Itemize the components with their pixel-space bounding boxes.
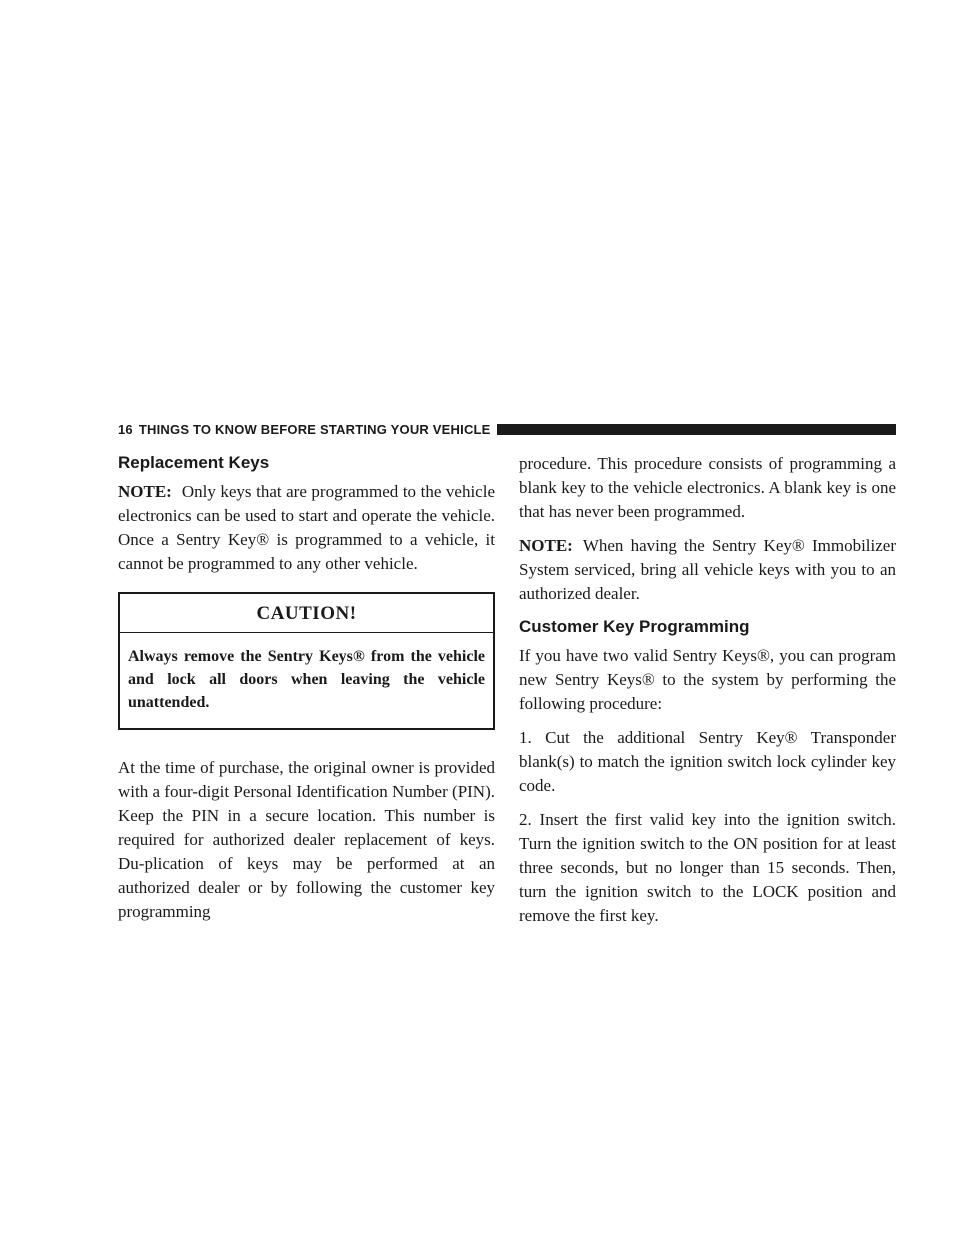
caution-title: CAUTION! [120,594,493,633]
right-column [519,452,896,938]
note-label: NOTE: [118,482,172,501]
caution-text: Always remove the Sentry Keys® from the vehicle and lock all doors when leaving the vehicle unattended. [128,648,485,711]
note-paragraph-2 [519,534,896,606]
page-number: 16 [118,421,133,437]
replacement-keys-heading: Replacement Keys [118,453,270,472]
pin-paragraph: At the time of purchase, the original owner is provided with a four-digit Personal Identification Number (PIN). Keep the PIN in a secure location. This number is required for authorized dealer replacement of keys. Du-plication of keys may be performed at an authorized dealer or by following the customer key programming [118,758,495,921]
step-1: 1. Cut the additional Sentry Key® Transponder blank(s) to match the ignition switch lock cylinder key code. [519,728,896,795]
left-column [118,452,495,934]
continuation-paragraph: procedure. This procedure consists of programming a blank key to the vehicle electronics. A blank key is one that has never been programmed. [519,454,896,521]
customer-key-programming-heading: Customer Key Programming [519,617,750,636]
note-text-2: When having the Sentry Key® Immobilizer System serviced, bring all vehicle keys with you to an authorized dealer. [519,536,896,603]
note-text: Only keys that are programmed to the vehicle electronics can be used to start and operate the vehicle. Once a Sentry Key® is programmed to a vehicle, it cannot be programmed to any other vehicle. [118,482,495,573]
header-rule [497,424,896,435]
note-label-2: NOTE: [519,536,573,555]
page-header [118,421,896,437]
caution-box [118,592,495,730]
intro-paragraph: If you have two valid Sentry Keys®, you can program new Sentry Keys® to the system by performing the following procedure: [519,646,896,713]
section-title: THINGS TO KNOW BEFORE STARTING YOUR VEHICLE [138,421,491,437]
step-2: 2. Insert the first valid key into the ignition switch. Turn the ignition switch to the ON position for at least three seconds, but no longer than 15 seconds. Then, turn the ignition switch to the LOCK position and remove the first key. [519,810,896,925]
note-paragraph [118,480,495,576]
